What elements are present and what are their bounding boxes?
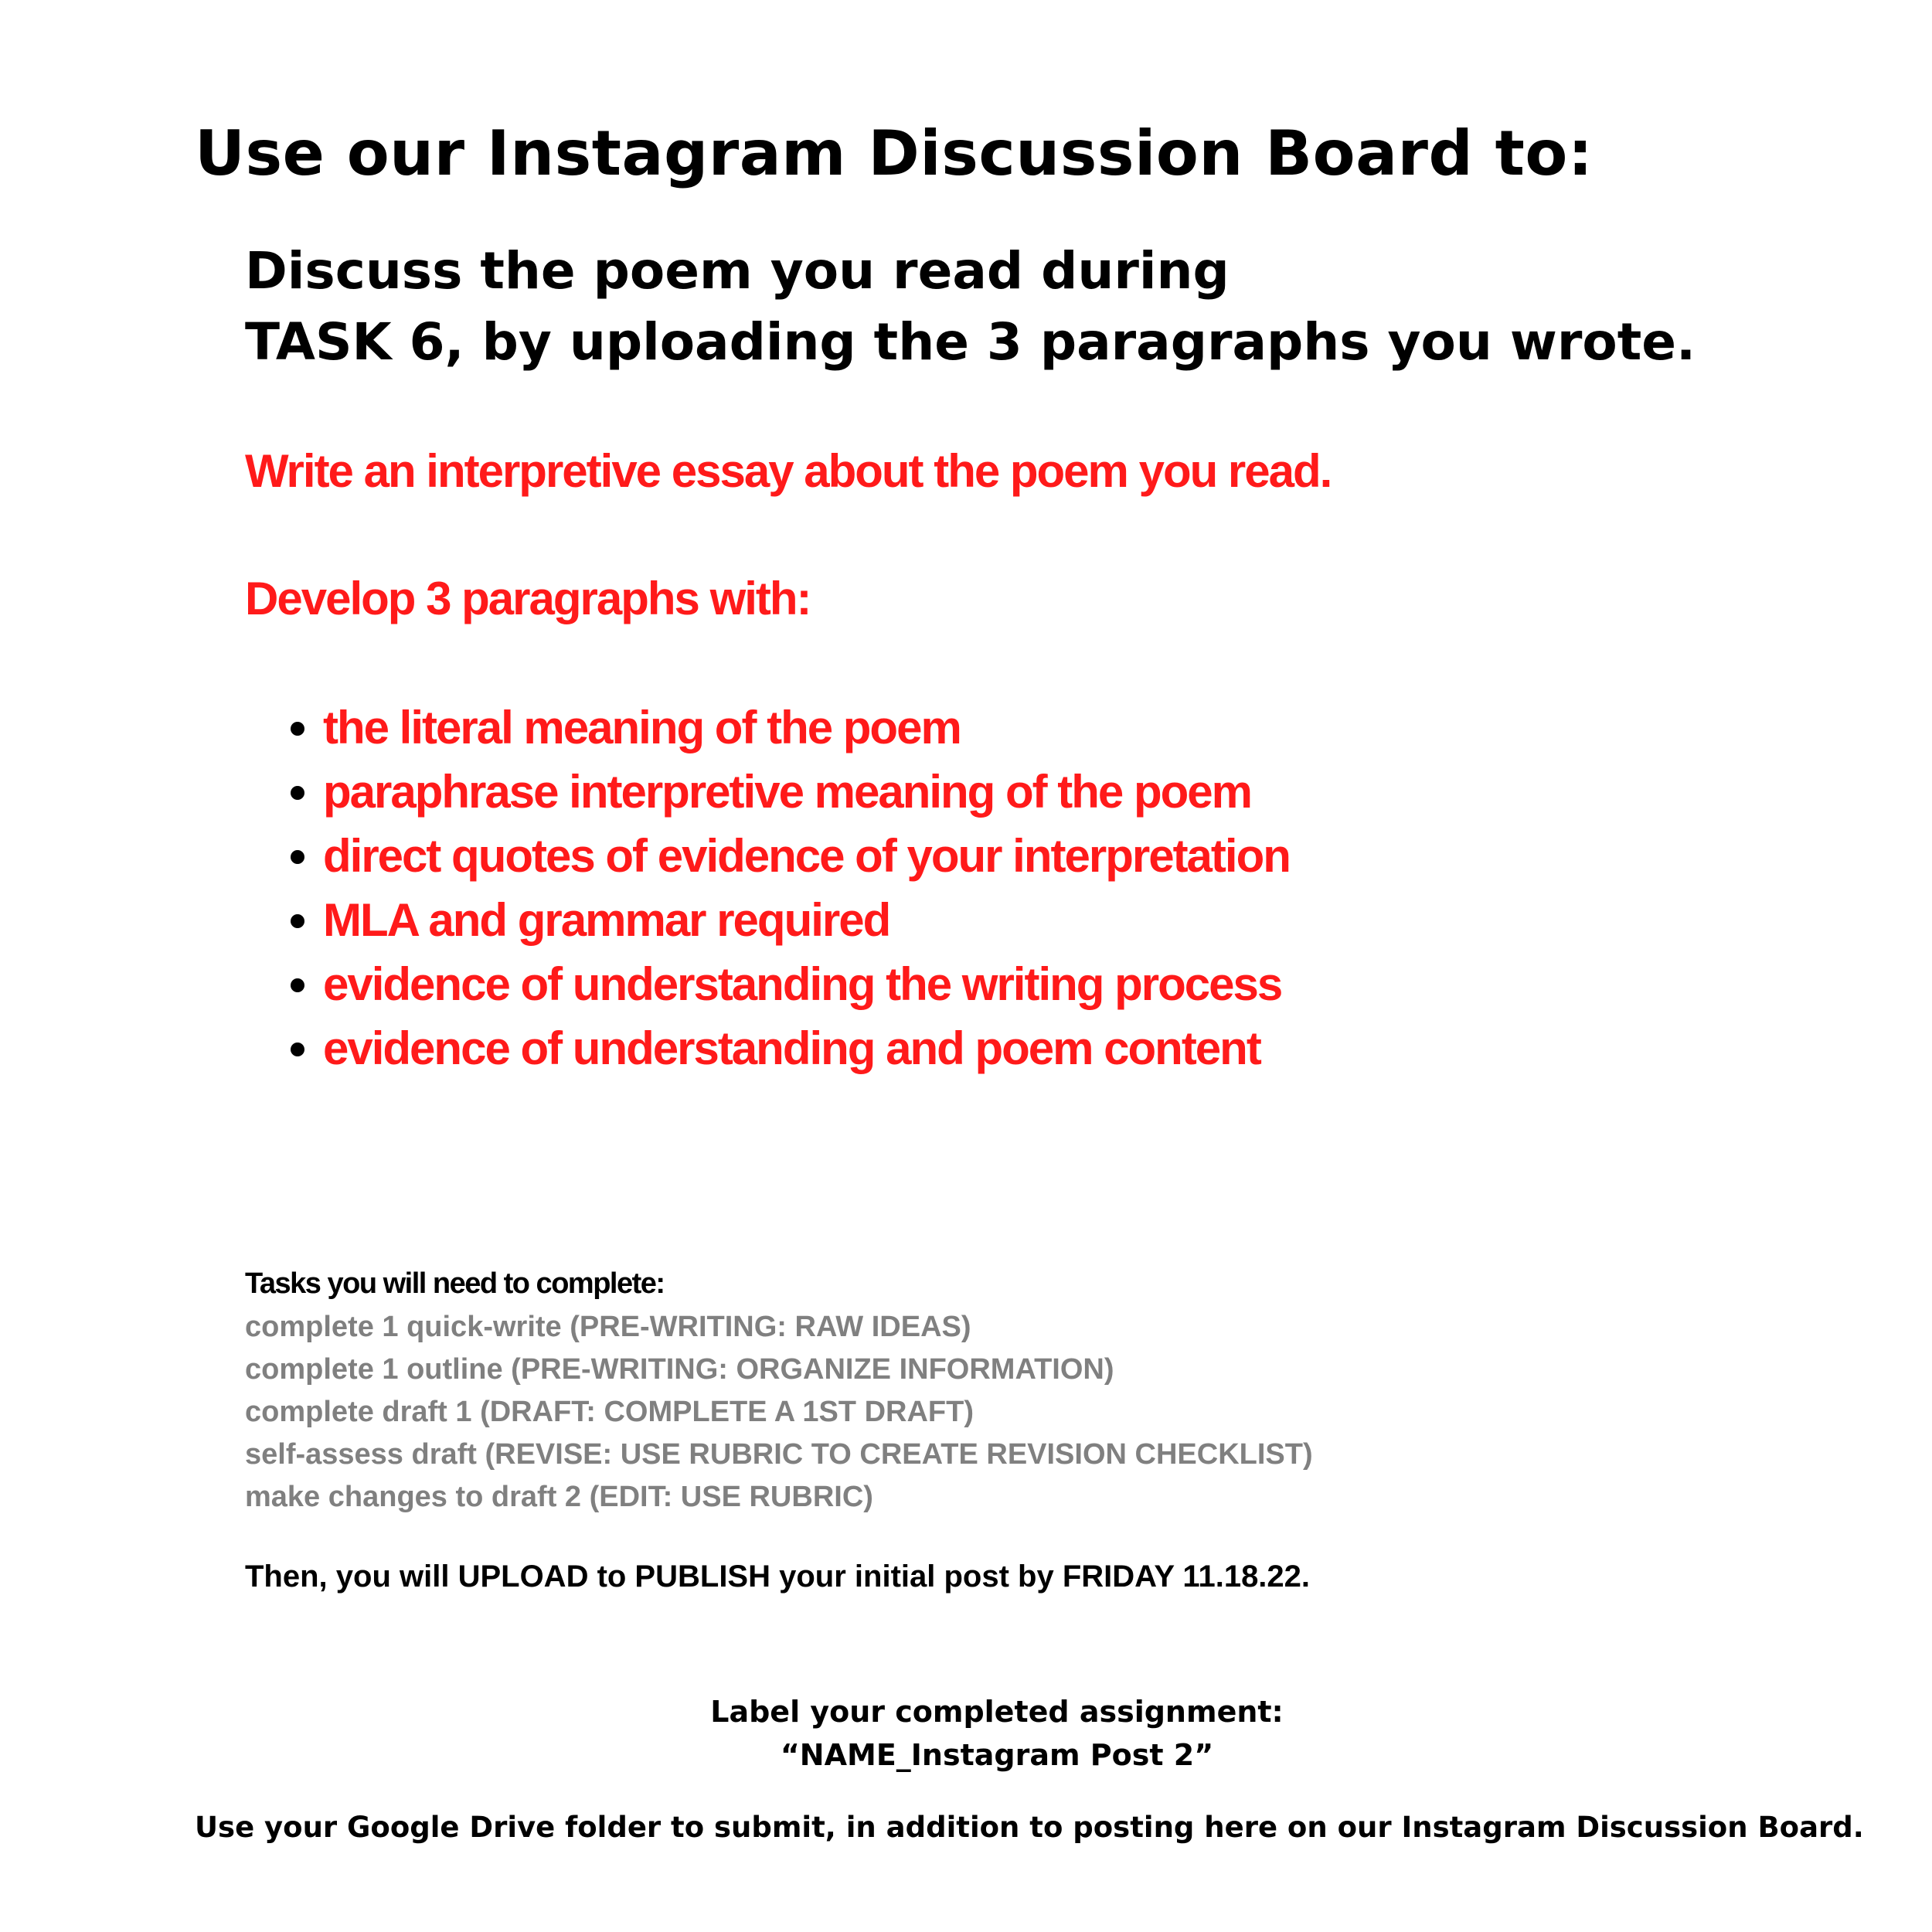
requirement-text: paraphrase interpretive meaning of the poem [323,766,1251,818]
bullet-icon [291,978,304,992]
requirement-text: evidence of understanding and poem content [323,1022,1260,1074]
list-item [286,696,1290,760]
bullet-icon [291,1043,304,1056]
discussion-instruction [245,236,1696,378]
discussion-instruction-line-1: Discuss the poem you read during [245,241,1230,301]
bullet-icon [291,914,304,928]
bullet-icon [291,786,304,800]
requirement-text: evidence of understanding the writing process [323,958,1282,1010]
requirement-text: the literal meaning of the poem [323,702,961,753]
requirements-list [286,696,1290,1080]
essay-instruction: Write an interpretive essay about the poem you read. [245,445,1332,497]
label-instruction [0,1690,1932,1777]
label-instruction-filename: “NAME_Instagram Post 2” [780,1738,1214,1772]
task-item: make changes to draft 2 (EDIT: USE RUBRIC) [245,1481,873,1513]
requirement-text: direct quotes of evidence of your interpretation [323,830,1290,882]
tasks-list [245,1306,1313,1519]
upload-deadline: Then, you will UPLOAD to PUBLISH your initial post by FRIDAY 11.18.22. [245,1560,1311,1594]
list-item [286,952,1290,1016]
discussion-instruction-line-2: TASK 6, by uploading the 3 paragraphs you wrote. [245,312,1696,372]
task-item: complete 1 quick-write (PRE-WRITING: RAW IDEAS) [245,1311,971,1343]
list-item [286,824,1290,888]
list-item [286,760,1290,824]
submission-instruction: Use your Google Drive folder to submit, in addition to posting here on our Instagram Discussion Board. [195,1811,1864,1844]
list-item [286,1016,1290,1080]
develop-paragraphs-heading: Develop 3 paragraphs with: [245,573,811,624]
page-title: Use our Instagram Discussion Board to: [195,117,1594,189]
bullet-icon [291,850,304,864]
task-item: complete draft 1 (DRAFT: COMPLETE A 1ST DRAFT) [245,1396,974,1428]
tasks-heading: Tasks you will need to complete: [245,1267,665,1300]
list-item [286,888,1290,952]
requirement-text: MLA and grammar required [323,894,890,946]
bullet-icon [291,722,304,736]
task-item: complete 1 outline (PRE-WRITING: ORGANIZE INFORMATION) [245,1353,1114,1386]
label-instruction-line-1: Label your completed assignment: [710,1695,1284,1729]
task-item: self-assess draft (REVISE: USE RUBRIC TO CREATE REVISION CHECKLIST) [245,1438,1313,1471]
